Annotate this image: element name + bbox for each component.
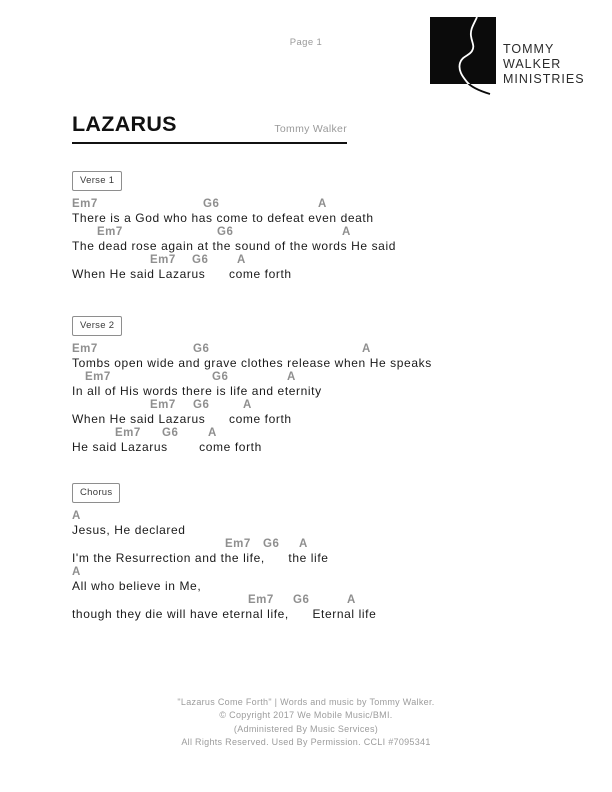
chord: Em7	[97, 226, 123, 238]
chord: G6	[193, 399, 210, 411]
logo-text-line: WALKER	[503, 57, 562, 71]
chord: G6	[162, 427, 179, 439]
lyric-line: The dead rose again at the sound of the words He said	[72, 239, 396, 253]
section-label: Verse 1	[72, 171, 122, 191]
lyric-line: I'm the Resurrection and the life, the life	[72, 551, 329, 565]
chord: Em7	[85, 371, 111, 383]
chord: Em7	[248, 594, 274, 606]
chord-row	[72, 398, 552, 412]
lyric-line: though they die will have eternal life, Eternal life	[72, 607, 377, 621]
chord: A	[299, 538, 308, 550]
lyric-line: He said Lazarus come forth	[72, 440, 262, 454]
page-number: Page 1	[289, 37, 323, 48]
chord: A	[243, 399, 252, 411]
chord: A	[208, 427, 217, 439]
section-label: Verse 2	[72, 316, 122, 336]
title-block	[72, 114, 347, 144]
chord-row	[72, 370, 552, 384]
lyric-line: There is a God who has come to defeat even death	[72, 211, 374, 225]
chord: Em7	[115, 427, 141, 439]
lyric-line: All who believe in Me,	[72, 579, 202, 593]
chord-row	[72, 342, 552, 356]
chord-row	[72, 565, 552, 579]
footer-credit-line: "Lazarus Come Forth" | Words and music by Tommy Walker.	[177, 697, 435, 707]
footer-credit-line: (Administered By Music Services)	[233, 723, 379, 734]
chord: Em7	[72, 343, 98, 355]
chord-row	[72, 253, 552, 267]
logo-text-line: TOMMY	[503, 42, 555, 56]
chord: G6	[212, 371, 229, 383]
chord-row	[72, 225, 552, 239]
chord: A	[237, 254, 246, 266]
footer-credit-line: © Copyright 2017 We Mobile Music/BMI.	[219, 710, 393, 721]
lyric-line: Tombs open wide and grave clothes release when He speaks	[72, 356, 432, 370]
footer-credit-line: All Rights Reserved. Used By Permission. CCLI #7095341	[181, 736, 431, 747]
chord-row	[72, 509, 552, 523]
lyric-line: When He said Lazarus come forth	[72, 267, 292, 281]
footer-credits	[0, 696, 612, 749]
chord: G6	[263, 538, 280, 550]
lyric-line: In all of His words there is life and eternity	[72, 384, 322, 398]
chord: A	[72, 510, 81, 522]
chord: G6	[193, 343, 210, 355]
chord: A	[347, 594, 356, 606]
chord: A	[342, 226, 351, 238]
section-verse-1	[72, 170, 552, 281]
song-title: LAZARUS	[72, 112, 177, 136]
chord: G6	[192, 254, 209, 266]
chord: Em7	[72, 198, 98, 210]
section-chorus	[72, 482, 552, 621]
song-author: Tommy Walker	[274, 122, 347, 135]
twm-logo	[430, 17, 585, 97]
chord: Em7	[150, 399, 176, 411]
lyric-line: When He said Lazarus come forth	[72, 412, 292, 426]
lyric-line: Jesus, He declared	[72, 523, 186, 537]
chord: A	[318, 198, 327, 210]
chord: Em7	[225, 538, 251, 550]
chord-row	[72, 426, 552, 440]
twm-logo-text	[503, 42, 585, 97]
chord: A	[72, 566, 81, 578]
logo-text-line: MINISTRIES	[503, 72, 585, 86]
twm-logo-mark	[430, 17, 496, 97]
chord: G6	[203, 198, 220, 210]
chord-row	[72, 197, 552, 211]
section-label: Chorus	[72, 483, 120, 503]
chord: A	[362, 343, 371, 355]
chord: A	[287, 371, 296, 383]
section-verse-2	[72, 315, 552, 454]
chord-row	[72, 593, 552, 607]
chord: G6	[293, 594, 310, 606]
chord: G6	[217, 226, 234, 238]
chord-row	[72, 537, 552, 551]
chord: Em7	[150, 254, 176, 266]
